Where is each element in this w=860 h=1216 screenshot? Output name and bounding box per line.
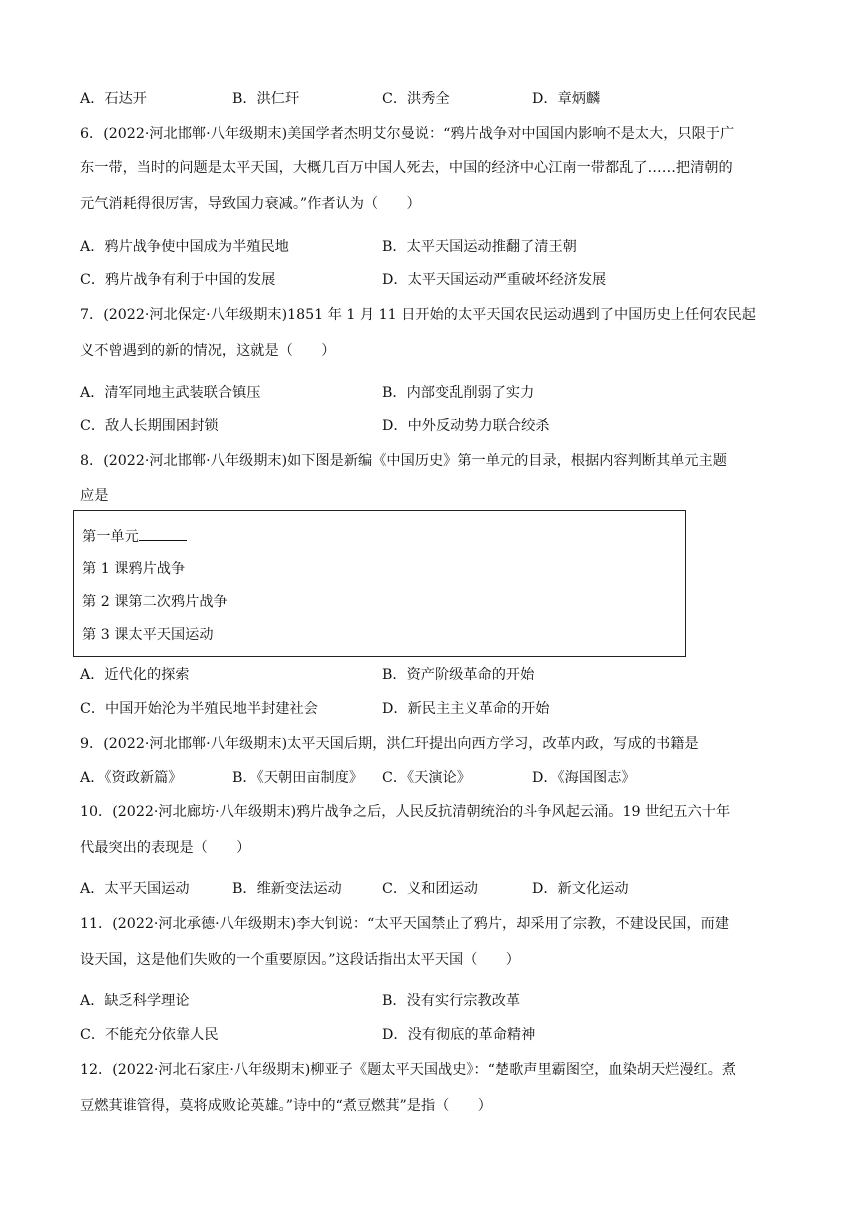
q5-option-b: B．洪仁玕 bbox=[232, 91, 300, 107]
q7-option-b: B．内部变乱削弱了实力 bbox=[382, 385, 535, 401]
lesson-3: 第 3 课太平天国运动 bbox=[82, 627, 214, 643]
q10-option-d: D．新文化运动 bbox=[532, 881, 629, 897]
q9-option-d: D．《海国图志》 bbox=[532, 770, 636, 786]
q6-stem-line-2: 东一带，当时的问题是太平天国，大概几百万中国人死去，中国的经济中心江南一带都乱了……把清朝的 bbox=[80, 160, 733, 176]
q8-stem-line-1: 8．(2022·河北邯郸·八年级期末)如下图是新编《中国历史》第一单元的目录，根据内容判断其单元主题 bbox=[80, 453, 727, 469]
q12-stem-line-2: 豆燃萁谁管得，莫将成败论英雄。”诗中的“煮豆燃萁”是指（ ） bbox=[80, 1098, 492, 1114]
q11-stem-line-2: 设天国，这是他们失败的一个重要原因。”这段话指出太平天国（ ） bbox=[80, 952, 520, 968]
q7-option-c: C．敌人长期围困封锁 bbox=[80, 418, 219, 434]
q6-option-c: C．鸦片战争有利于中国的发展 bbox=[80, 272, 276, 288]
table-of-contents-box bbox=[73, 510, 686, 657]
q12-stem-line-1: 12．(2022·河北石家庄·八年级期末)柳亚子《题太平天国战史》：“楚歌声里霸图空，血染胡天烂漫红。煮 bbox=[80, 1062, 737, 1078]
q5-option-a: A．石达开 bbox=[80, 91, 147, 107]
q8-stem-line-2: 应是 bbox=[80, 488, 109, 504]
q8-option-b: B．资产阶级革命的开始 bbox=[382, 667, 535, 683]
q5-option-c: C．洪秀全 bbox=[382, 91, 450, 107]
q10-option-a: A．太平天国运动 bbox=[80, 881, 190, 897]
q6-stem-line-3: 元气消耗得很厉害，导致国力衰减。”作者认为（ ） bbox=[80, 196, 421, 212]
q9-option-c: C．《天演论》 bbox=[382, 770, 471, 786]
q10-stem-line-1: 10．(2022·河北廊坊·八年级期末)鸦片战争之后，人民反抗清朝统治的斗争风起云涌。19 世纪五六十年 bbox=[80, 804, 731, 820]
q9-option-a: A．《资政新篇》 bbox=[80, 770, 183, 786]
q6-stem-line-1: 6．(2022·河北邯郸·八年级期末)美国学者杰明艾尔曼说：“鸦片战争对中国国内影响不是太大，只限于广 bbox=[80, 126, 735, 142]
q7-stem-line-1: 7．(2022·河北保定·八年级期末)1851 年 1 月 11 日开始的太平天国农民运动遇到了中国历史上任何农民起 bbox=[80, 307, 756, 323]
q6-option-d: D．太平天国运动严重破坏经济发展 bbox=[382, 272, 607, 288]
q9-option-b: B．《天朝田亩制度》 bbox=[232, 770, 364, 786]
q10-option-b: B．维新变法运动 bbox=[232, 881, 342, 897]
q6-option-a: A．鸦片战争使中国成为半殖民地 bbox=[80, 239, 289, 255]
q8-option-a: A．近代化的探索 bbox=[80, 667, 190, 683]
q11-option-b: B．没有实行宗教改革 bbox=[382, 993, 521, 1009]
q5-option-d: D．章炳麟 bbox=[532, 91, 601, 107]
q11-stem-line-1: 11．(2022·河北承德·八年级期末)李大钊说：“太平天国禁止了鸦片，却采用了宗教，不建设民国，而建 bbox=[80, 916, 730, 932]
q11-option-a: A．缺乏科学理论 bbox=[80, 993, 190, 1009]
q7-option-d: D．中外反动势力联合绞杀 bbox=[382, 418, 550, 434]
lesson-2: 第 2 课第二次鸦片战争 bbox=[82, 594, 228, 610]
q9-stem-line-1: 9．(2022·河北邯郸·八年级期末)太平天国后期，洪仁玕提出向西方学习，改革内政，写成的书籍是 bbox=[80, 736, 699, 752]
lesson-1: 第 1 课鸦片战争 bbox=[82, 561, 186, 577]
q7-stem-line-2: 义不曾遇到的新的情况，这就是（ ） bbox=[80, 343, 336, 359]
fill-in-blank bbox=[139, 526, 187, 541]
q8-option-d: D．新民主主义革命的开始 bbox=[382, 701, 550, 717]
q10-stem-line-2: 代最突出的表现是（ ） bbox=[80, 840, 251, 856]
q8-option-c: C．中国开始沦为半殖民地半封建社会 bbox=[80, 701, 318, 717]
q11-option-c: C．不能充分依靠人民 bbox=[80, 1027, 219, 1043]
unit-title: 第一单元 bbox=[82, 526, 187, 547]
q6-option-b: B．太平天国运动推翻了清王朝 bbox=[382, 239, 577, 255]
q11-option-d: D．没有彻底的革命精神 bbox=[382, 1027, 536, 1043]
q7-option-a: A．清军同地主武装联合镇压 bbox=[80, 385, 261, 401]
q10-option-c: C．义和团运动 bbox=[382, 881, 478, 897]
